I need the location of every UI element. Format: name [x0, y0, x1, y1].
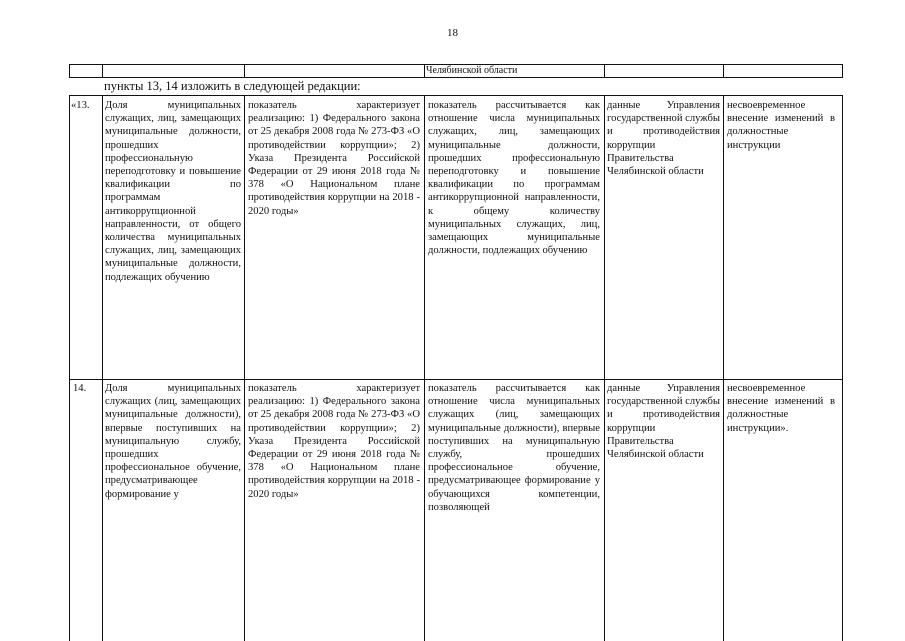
row-14-method: показатель рассчитывается как отношение числа муниципальных служащих (лиц, замещающих муниципальные должности), впервые поступивших на муниципальную службу, прошедших профессиональное обучение, предусматривающее формирование у обучающихся компетенции, позволяющей [428, 383, 600, 513]
row-13-characterizes: показатель характеризует реализацию: 1) Федерального закона от 25 декабря 2008 года № 273-ФЗ «О противодействии коррупции»; 2) Указа Президента Российской Федерации от 29 июня 2018 года № 378 «О Национальном плане противодействия коррупции на 2018 - 2020 годы» [248, 100, 420, 217]
row-13-method: показатель рассчитывается как отношение числа муниципальных служащих, лиц, замещающих муниципальные должности, прошедших профессиональную переподготовку и повышение квалификации по программам антикоррупционной направленности, к общему количеству муниципальных служащих, лиц, замещающих муниципальные должности, подлежащих обучению [428, 100, 600, 257]
row-14-number: 14. [73, 383, 87, 394]
row-14-risk: несвоевременное внесение изменений в должностные инструкции». [727, 383, 835, 434]
row-14-source: данные Управления государственной службы и противодействия коррупции Правительства Челябинской области [607, 383, 720, 461]
indicators-table [69, 95, 843, 641]
row-14-characterizes: показатель характеризует реализацию: 1) Федерального закона от 25 декабря 2008 года № 273-ФЗ «О противодействии коррупции»; 2) Указа Президента Российской Федерации от 29 июня 2018 года № 378 «О Национальном плане противодействия коррупции на 2018 - 2020 годы» [248, 383, 420, 500]
row-13-risk: несвоевременное внесение изменений в должностные инструкции [727, 100, 835, 151]
row-13-indicator: Доля муниципальных служащих, лиц, замещающих муниципальные должности, прошедших профессиональную переподготовку и повышение квалификации по программам антикоррупционной направленности, от общего количества муниципальных служащих, лиц, замещающих муниципальные должности, подлежащих обучению [105, 100, 241, 283]
row-13-number: «13. [71, 100, 90, 111]
top-row-text: Челябинской области [426, 65, 518, 76]
row-13-source: данные Управления государственной службы и противодействия коррупции Правительства Челябинской области [607, 100, 720, 178]
row-14-indicator: Доля муниципальных служащих (лиц, замещающих муниципальные должности), впервые поступивших на муниципальную службу, прошедших профессиональное обучение, предусматривающее формирование у [105, 383, 241, 500]
page-number: 18 [447, 27, 458, 39]
intro-text: пункты 13, 14 изложить в следующей редакции: [104, 79, 361, 93]
previous-row-fragment [69, 64, 843, 78]
